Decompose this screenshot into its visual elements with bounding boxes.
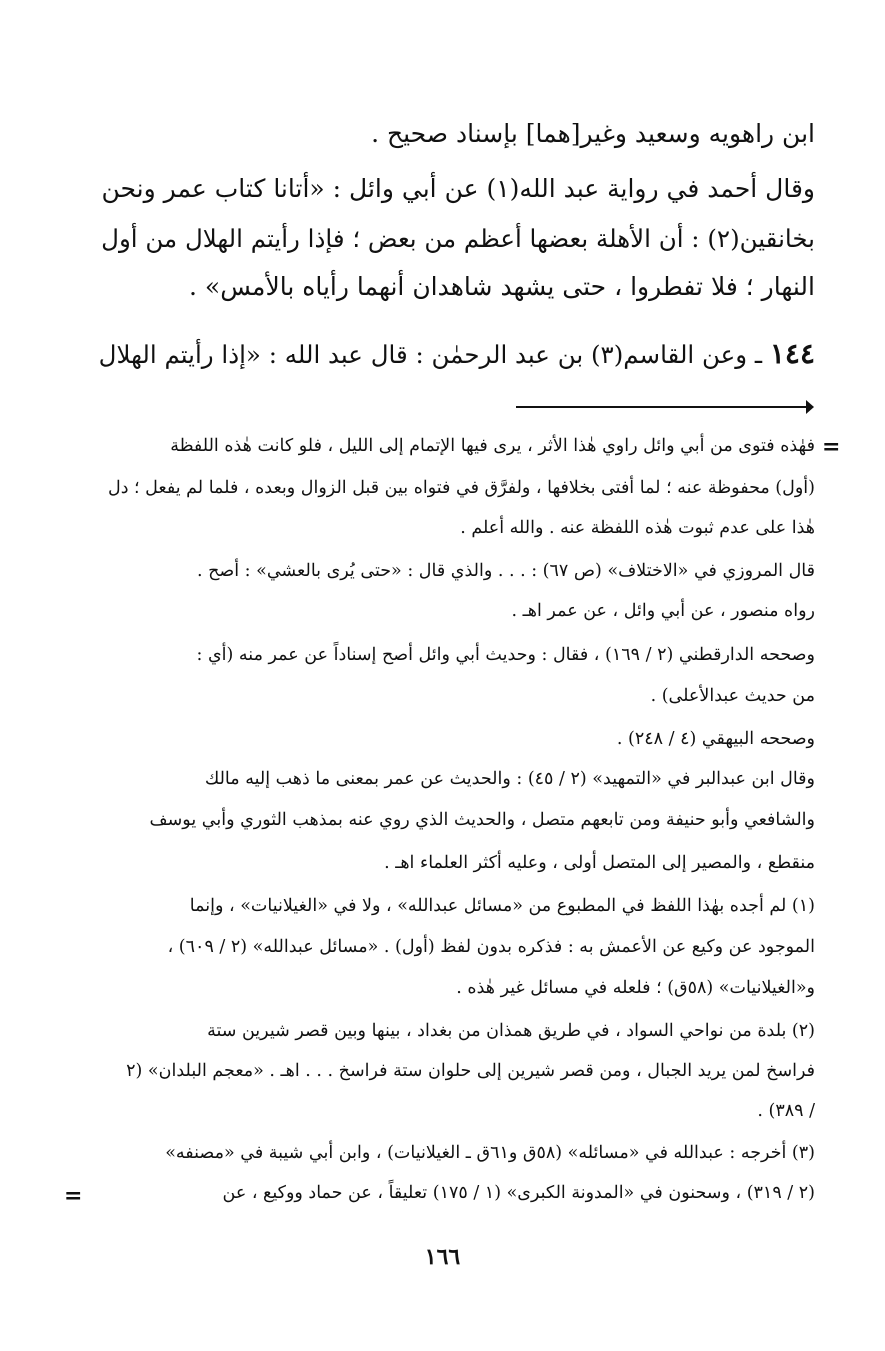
footnote-line: من حديث عبدالأعلى) . [650, 686, 815, 706]
continuation-marker-bottom: = [64, 1183, 83, 1209]
footnote-line: (أول) محفوظة عنه ؛ لما أفتى بخلافها ، ولفرَّق في فتواه بين قبل الزوال وبعده ، فلما لم يفعل ؛ دل [107, 478, 815, 498]
hadith-number: ١٤٤ [769, 337, 815, 370]
continuation-marker-top: = [822, 434, 841, 460]
footnote-line: وصححه الدارقطني (٢ / ١٦٩) ، فقال : وحديث أبي وائل أصح إسناداً عن عمر منه (أي : [196, 645, 815, 665]
footnote-line: (٢ / ٣١٩) ، وسحنون في «المدونة الكبرى» (١ / ١٧٥) تعليقاً ، عن حماد ووكيع ، عن [222, 1183, 815, 1203]
separator-arrow [806, 400, 814, 414]
footnote-line: فهٰذه فتوى من أبي وائل راوي هٰذا الأثر ، يرى فيها الإتمام إلى الليل ، فلو كانت هٰذه اللفظة [170, 436, 815, 456]
page-number: ١٦٦ [424, 1244, 461, 1270]
main-line-1: ابن راهويه وسعيد وغير[هما] بإسناد صحيح . [371, 119, 815, 148]
main-line-3: بخانقين(٢) : أن الأهلة بعضها أعظم من بعض ؛ فإذا رأيتم الهلال من أول [101, 224, 815, 253]
footnote-3: (٣) أخرجه : عبدالله في «مسائله» (٥٨ق و٦١ق ـ الغيلانيات) ، وابن أبي شيبة في «مصنفه» [165, 1143, 815, 1163]
hadith-line [95, 338, 815, 370]
footnote-1: (١) لم أجده بهٰذا اللفظ في المطبوع من «مسائل عبدالله» ، ولا في «الغيلانيات» ، وإنما [189, 896, 815, 916]
footnote-2: (٢) بلدة من نواحي السواد ، في طريق همذان من بغداد ، بينها وبين قصر شيرين ستة [207, 1021, 815, 1041]
footnote-line: قال المروزي في «الاختلاف» (ص ٦٧) : . . . والذي قال : «حتى يُرى بالعشي» : أصح . [196, 561, 815, 581]
footnote-line: هٰذا على عدم ثبوت هٰذه اللفظة عنه . والله أعلم . [460, 518, 815, 538]
footnote-line: و«الغيلانيات» (٥٨ق) ؛ فلعله في مسائل غير هٰذه . [456, 978, 815, 998]
footnote-separator [516, 406, 812, 408]
footnote-line: الموجود عن وكيع عن الأعمش به : فذكره بدون لفظ (أول) . «مسائل عبدالله» (٢ / ٦٠٩) ، [167, 937, 815, 957]
main-line-4: النهار ؛ فلا تفطروا ، حتى يشهد شاهدان أنهما رأياه بالأمس» . [189, 272, 815, 301]
footnote-line: والشافعي وأبو حنيفة ومن تابعهم متصل ، والحديث الذي روي عنه بمذهب الثوري وأبي يوسف [149, 810, 815, 830]
footnote-line: وصححه البيهقي (٤ / ٢٤٨) . [616, 729, 815, 749]
footnote-line: وقال ابن عبدالبر في «التمهيد» (٢ / ٤٥) : والحديث عن عمر بمعنى ما ذهب إليه مالك [204, 769, 815, 789]
footnote-line: فراسخ لمن يريد الجبال ، ومن قصر شيرين إلى حلوان ستة فراسخ . . . اهـ . «معجم البلدان» (٢ [126, 1061, 815, 1081]
footnote-line: منقطع ، والمصير إلى المتصل أولى ، وعليه أكثر العلماء اهـ . [384, 853, 815, 873]
hadith-text: ـ وعن القاسم(٣) بن عبد الرحمٰن : قال عبد الله : «إذا رأيتم الهلال [98, 340, 763, 369]
footnote-line: / ٣٨٩) . [757, 1101, 815, 1121]
footnote-line: رواه منصور ، عن أبي وائل ، عن عمر اهـ . [511, 601, 815, 621]
main-line-2: وقال أحمد في رواية عبد الله(١) عن أبي وائل : «أتانا كتاب عمر ونحن [101, 174, 815, 203]
